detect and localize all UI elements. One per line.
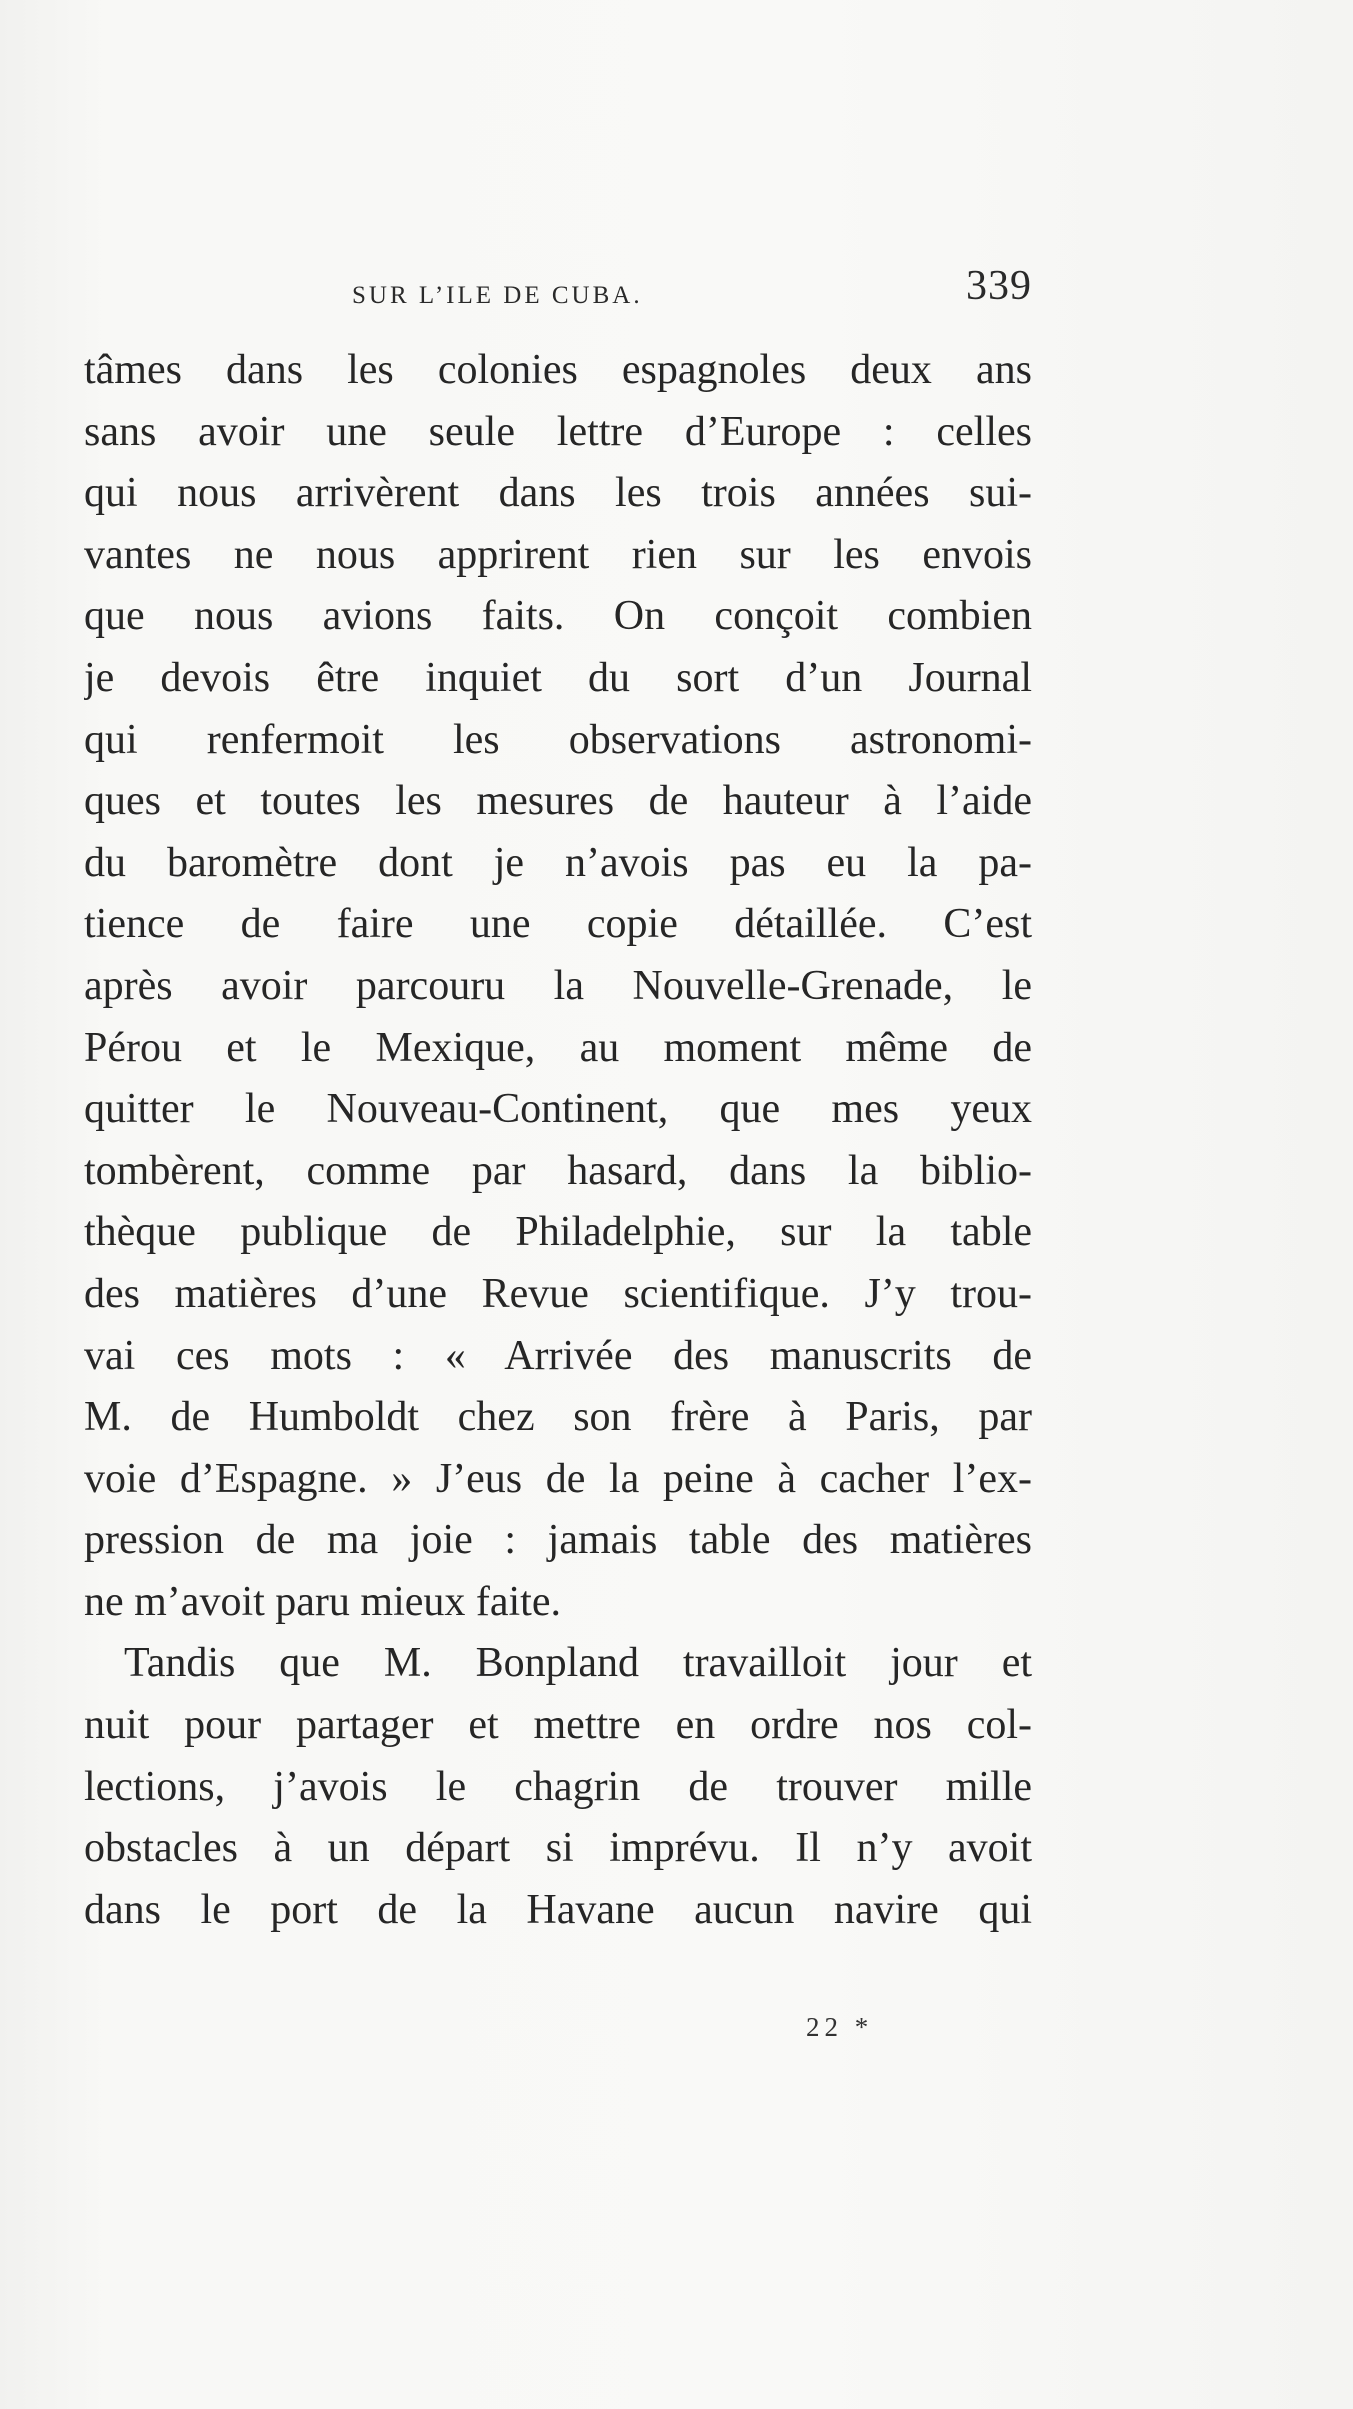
text-line: ques et toutes les mesures de hauteur à l’aide [84, 778, 1032, 825]
text-line: tombèrent, comme par hasard, dans la biblio- [84, 1147, 1032, 1194]
text-line: vantes ne nous apprirent rien sur les envois [84, 531, 1032, 578]
text-line: je devois être inquiet du sort d’un Journal [84, 654, 1032, 701]
text-line: dans le port de la Havane aucun navire qui [84, 1886, 1032, 1933]
running-head: SUR L’ILE DE CUBA. [352, 282, 643, 309]
text-line: que nous avions faits. On conçoit combien [84, 593, 1032, 640]
text-line: du baromètre dont je n’avois pas eu la pa- [84, 839, 1032, 886]
text-line: tâmes dans les colonies espagnoles deux ans [84, 347, 1032, 393]
text-line: Tandis que M. Bonpland travailloit jour et [124, 1640, 1032, 1687]
text-line: des matières d’une Revue scientifique. J’y trou- [84, 1270, 1032, 1317]
text-line: quitter le Nouveau-Continent, que mes yeux [84, 1086, 1032, 1133]
text-line: ne m’avoit paru mieux faite. [84, 1578, 561, 1625]
text-line: voie d’Espagne. » J’eus de la peine à cacher l’ex- [84, 1455, 1032, 1502]
text-line: obstacles à un départ si imprévu. Il n’y avoit [84, 1825, 1032, 1872]
text-line: qui renfermoit les observations astronomi- [84, 716, 1032, 763]
page-number: 339 [966, 263, 1032, 309]
text-line: après avoir parcouru la Nouvelle-Grenade, le [84, 962, 1032, 1009]
text-line: Pérou et le Mexique, au moment même de [84, 1024, 1032, 1071]
text-line: lections, j’avois le chagrin de trouver mille [84, 1763, 1032, 1810]
text-line: qui nous arrivèrent dans les trois années sui- [84, 470, 1032, 517]
page-header [84, 262, 1032, 332]
body-text [84, 340, 1032, 1941]
signature-mark: 22 * [806, 2012, 874, 2042]
text-line: M. de Humboldt chez son frère à Paris, par [84, 1394, 1032, 1441]
text-line: nuit pour partager et mettre en ordre nos col- [84, 1702, 1032, 1749]
text-line: vai ces mots : « Arrivée des manuscrits de [84, 1332, 1032, 1379]
text-line: tience de faire une copie détaillée. C’est [84, 901, 1032, 948]
text-line: pression de ma joie : jamais table des matières [84, 1517, 1032, 1564]
text-line: thèque publique de Philadelphie, sur la table [84, 1209, 1032, 1256]
text-line: sans avoir une seule lettre d’Europe : celles [84, 408, 1032, 455]
